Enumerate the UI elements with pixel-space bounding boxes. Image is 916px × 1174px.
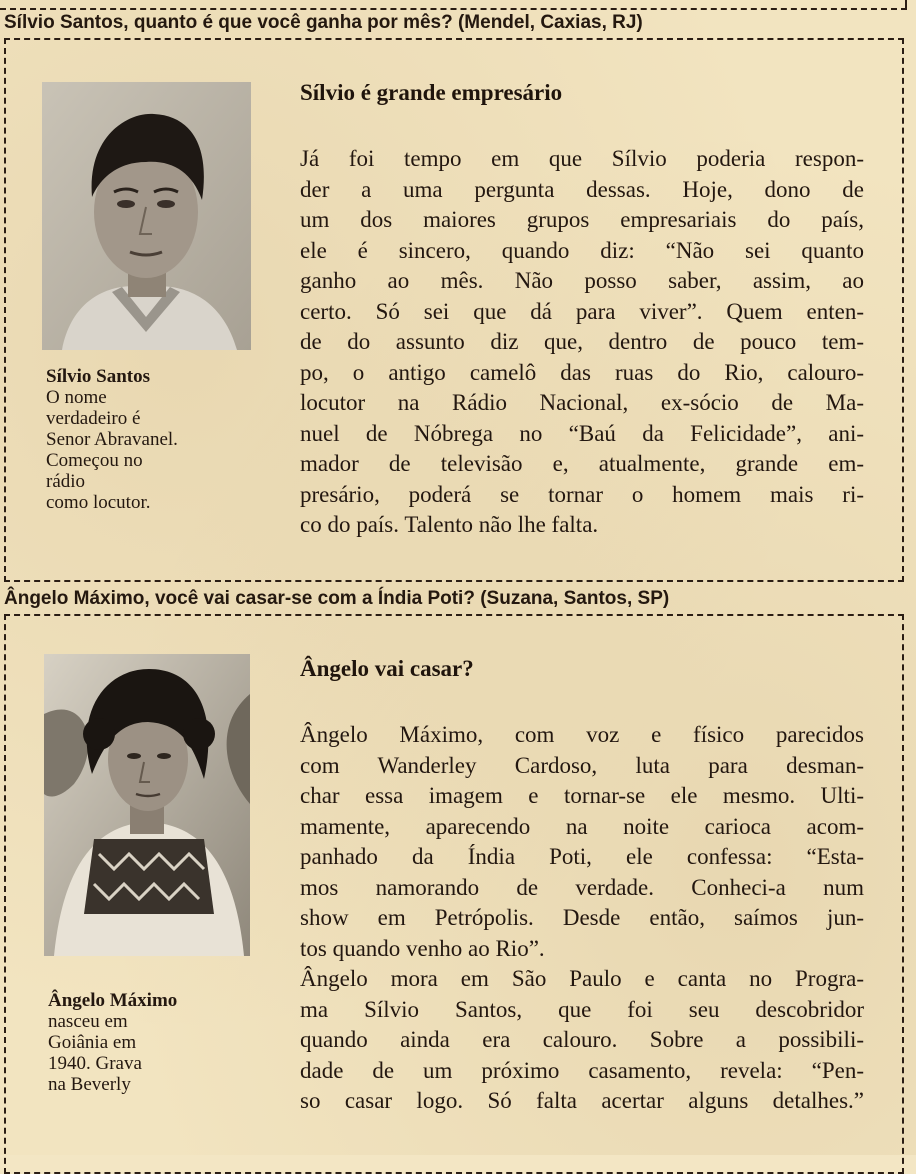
- body-line: Já foi tempo em que Sílvio poderia respon-: [300, 146, 864, 171]
- caption-line: nasceu em: [48, 1011, 128, 1032]
- body-line: dade de um próximo casamento, revela: “Pen-: [300, 1057, 864, 1083]
- caption-name: Sílvio Santos: [46, 366, 151, 387]
- headline-2: Ângelo vai casar?: [300, 656, 474, 681]
- body-line: po, o antigo camelô das ruas do Rio, calouro-: [300, 359, 864, 385]
- caption-line: Começou no: [46, 450, 143, 471]
- body-line: Ângelo mora em São Paulo e canta no Progra-: [300, 966, 864, 991]
- caption-angelo-maximo: [48, 990, 258, 1095]
- body-line: um dos maiores grupos empresariais do país,: [300, 207, 864, 232]
- caption-line: Goiânia em: [48, 1032, 137, 1053]
- reader-question-2: Ângelo Máximo, você vai casar-se com a Índia Poti? (Suzana, Santos, SP): [4, 588, 670, 609]
- body-line: ganho ao mês. Não posso saber, assim, ao: [300, 268, 864, 293]
- body-line: der a uma pergunta dessas. Hoje, dono de: [300, 176, 864, 202]
- body-line: Ângelo Máximo, com voz e físico parecidos: [300, 722, 864, 747]
- body-line: ele é sincero, quando diz: “Não sei quanto: [300, 237, 864, 263]
- article-body-2: [300, 720, 864, 1117]
- headline-1: Sílvio é grande empresário: [300, 80, 563, 105]
- body-line: de do assunto diz que, dentro de pouco tem-: [300, 329, 864, 354]
- caption-line: rádio: [46, 471, 86, 492]
- body-line: quando ainda era calouro. Sobre a possibili-: [300, 1027, 864, 1052]
- body-line: presário, poderá se tornar o homem mais ri-: [300, 481, 864, 507]
- top-dashed-rule: [0, 0, 907, 10]
- photo-silvio-santos: [42, 82, 251, 350]
- body-line: co do país. Talento não lhe falta.: [300, 512, 599, 537]
- body-line: panhado da Índia Poti, ele confessa: “Esta-: [300, 844, 864, 869]
- body-line: ma Sílvio Santos, que foi seu descobridor: [300, 996, 864, 1022]
- body-line: tos quando venho ao Rio”.: [300, 935, 545, 961]
- caption-silvio-santos: [46, 366, 256, 513]
- photo-angelo-maximo-image: [44, 654, 250, 956]
- article-box-2: [4, 614, 904, 1174]
- body-line: so casar logo. Só falta acertar alguns detalhes.”: [300, 1088, 864, 1113]
- caption-line: na Beverly: [48, 1074, 131, 1095]
- body-line: char essa imagem e tornar-se ele mesmo. Ulti-: [300, 783, 864, 808]
- photo-silvio-santos-image: [42, 82, 251, 350]
- body-line: locutor na Rádio Nacional, ex-sócio de Ma-: [300, 390, 864, 415]
- body-line: nuel de Nóbrega no “Baú da Felicidade”, ani-: [300, 420, 864, 446]
- photo-angelo-maximo: [44, 654, 250, 956]
- body-line: mador de televisão e, atualmente, grande em-: [300, 451, 864, 476]
- body-line: mos namorando de verdade. Conheci-a num: [300, 874, 864, 900]
- caption-line: O nome: [46, 387, 107, 408]
- body-line: show em Petrópolis. Desde então, saímos jun-: [300, 905, 864, 930]
- article-box-1: [4, 38, 904, 582]
- caption-line: 1940. Grava: [48, 1053, 142, 1074]
- article-body-1: [300, 144, 864, 541]
- caption-line: Senor Abravanel.: [46, 429, 178, 450]
- body-line: certo. Só sei que dá para viver”. Quem enten-: [300, 298, 864, 324]
- caption-line: verdadeiro é: [46, 408, 141, 429]
- body-line: com Wanderley Cardoso, luta para desman-: [300, 752, 864, 778]
- caption-name: Ângelo Máximo: [48, 990, 178, 1011]
- body-line: mamente, aparecendo na noite carioca acom-: [300, 813, 864, 839]
- reader-question-1: Sílvio Santos, quanto é que você ganha por mês? (Mendel, Caxias, RJ): [4, 12, 643, 33]
- caption-line: como locutor.: [46, 492, 151, 513]
